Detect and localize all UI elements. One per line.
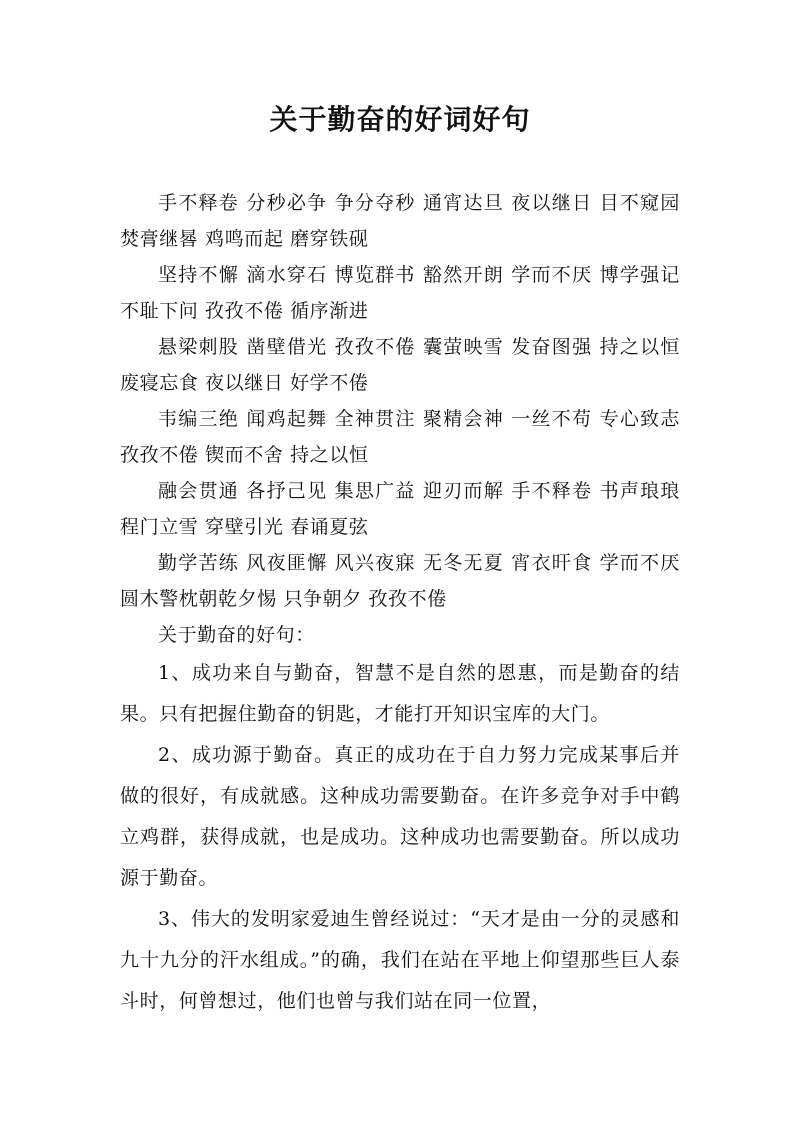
paragraph-idioms-6: 勤学苦练 风夜匪懈 风兴夜寐 无冬无夏 宵衣旰食 学而不厌 圆木警枕朝乾夕惕 只争朝夕 孜孜不倦: [120, 552, 680, 610]
sentence-3: 3、伟大的发明家爱迪生曾经说过：“天才是由一分的灵感和九十九分的汗水组成。”的确，我们在站在平地上仰望那些巨人泰斗时，何曾想过，他们也曾与我们站在同一位置，: [120, 908, 680, 1012]
paragraph-idioms-5: 融会贯通 各抒己见 集思广益 迎刃而解 手不释卷 书声琅琅 程门立雪 穿壁引光 春诵夏弦: [120, 480, 680, 538]
document-body: [120, 185, 680, 1022]
paragraph-idioms-4: 韦编三绝 闻鸡起舞 全神贯注 聚精会神 一丝不苟 专心致志 孜孜不倦 锲而不舍 持之以恒: [120, 408, 680, 466]
sentence-2: 2、成功源于勤奋。真正的成功在于自力努力完成某事后并做的很好，有成就感。这种成功需要勤奋。在许多竞争对手中鹤立鸡群，获得成就，也是成功。这种成功也需要勤奋。所以成功源于勤奋。: [120, 744, 680, 889]
section-heading-good-sentences: 关于勤奋的好句：: [158, 624, 315, 646]
document-title: 关于勤奋的好词好句: [269, 103, 531, 136]
sentence-1: 1、成功来自与勤奋，智慧不是自然的恩惠，而是勤奋的结果。只有把握住勤奋的钥匙，才能打开知识宝库的大门。: [120, 662, 680, 725]
paragraph-idioms-1: 手不释卷 分秒必争 争分夺秒 通宵达旦 夜以继日 目不窥园 焚膏继晷 鸡鸣而起 磨穿铁砚: [120, 192, 680, 250]
paragraph-idioms-2: 坚持不懈 滴水穿石 博览群书 豁然开朗 学而不厌 博学强记 不耻下问 孜孜不倦 循序渐进: [120, 264, 680, 322]
paragraph-idioms-3: 悬梁刺股 凿壁借光 孜孜不倦 囊萤映雪 发奋图强 持之以恒 废寝忘食 夜以继日 好学不倦: [120, 336, 680, 394]
